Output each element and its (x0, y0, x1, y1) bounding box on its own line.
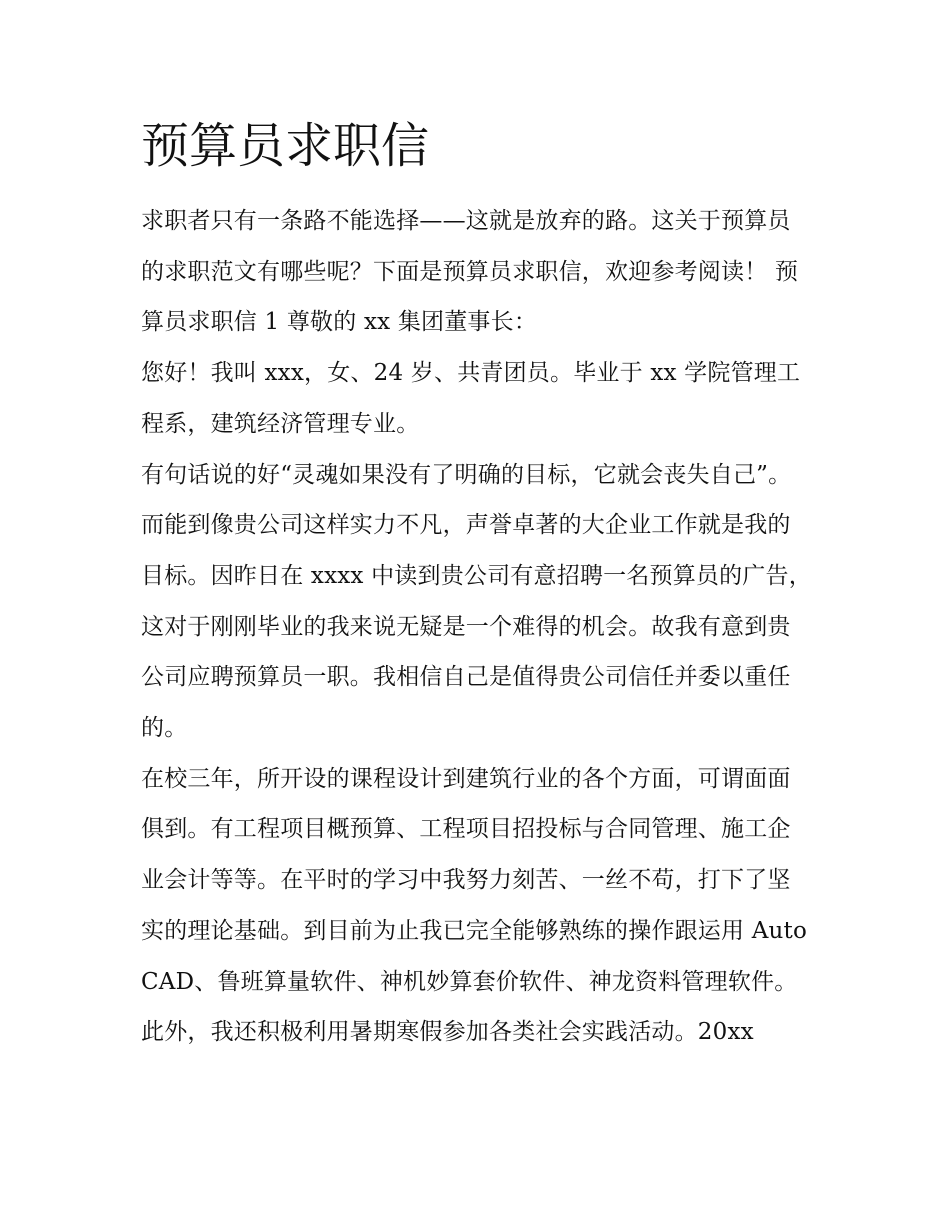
paragraph-intro: 求职者只有一条路不能选择——这就是放弃的路。这关于预算员的求职范文有哪些呢？下面是预算员求职信，欢迎参考阅读！ 预算员求职信 1 尊敬的 xx 集团董事长： (141, 208, 799, 336)
document-page (141, 110, 813, 1058)
document-title: 预算员求职信 (141, 118, 430, 174)
paragraph-practice: 此外，我还积极利用暑期寒假参加各类社会实践活动。20xx (141, 1019, 754, 1046)
paragraph-motivation: 有句话说的好“灵魂如果没有了明确的目标，它就会丧失自己”。而能到像贵公司这样实力不凡，声誉卓著的大企业工作就是我的目标。因昨日在 xxxx 中读到贵公司有意招聘一名预算员的广告，这对于刚刚毕业的我来说无疑是一个难得的机会。故我有意到贵公司应聘预算员一职。我相信自己是值得贵公司信任并委以重任的。 (141, 461, 812, 742)
paragraph-education: 在校三年，所开设的课程设计到建筑行业的各个方面，可谓面面俱到。有工程项目概预算、工程项目招投标与合同管理、施工企业会计等等。在平时的学习中我努力刻苦、一丝不苟，打下了坚实的理论基础。到目前为止我已完全能够熟练的操作跟运用 AutoCAD、鲁班算量软件、神机妙算套价软件、神龙资料管理软件。 (141, 765, 808, 995)
paragraph-greeting: 您好！我叫 xxx，女、24 岁、共青团员。毕业于 xx 学院管理工程系，建筑经济管理专业。 (141, 360, 801, 437)
